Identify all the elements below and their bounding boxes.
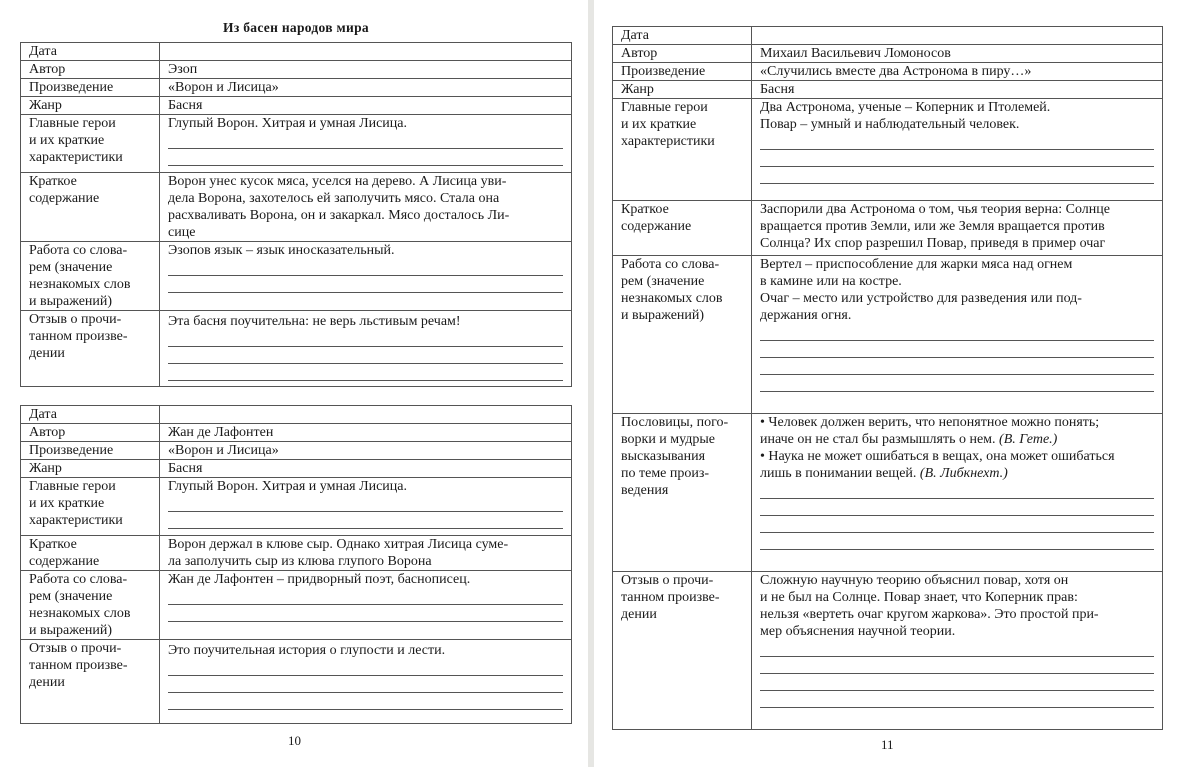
ruled-line	[168, 495, 563, 512]
ruled-line	[760, 657, 1154, 674]
review-label: Отзыв о прочи- танном произве- дении	[21, 311, 160, 387]
heroes-value[interactable]: Глупый Ворон. Хитрая и умная Лисица.	[160, 478, 572, 536]
heroes-label: Главные герои и их краткие характеристики	[21, 478, 160, 536]
heroes-label: Главные герои и их краткие характеристики	[21, 115, 160, 173]
fable-table-lafontaine	[20, 405, 572, 724]
author-label: Автор	[613, 45, 752, 63]
date-value[interactable]	[160, 43, 572, 61]
ruled-line	[760, 516, 1154, 533]
summary-value[interactable]: Ворон держал в клюве сыр. Однако хитрая Лисица суме- ла заполучить сыр из клюва глупого Ворона	[160, 536, 572, 571]
review-label: Отзыв о прочи- танном произве- дении	[21, 640, 160, 724]
vocab-label: Работа со слова- рем (значение незнакомых слов и выражений)	[21, 242, 160, 311]
genre-value[interactable]: Басня	[752, 81, 1163, 99]
date-value[interactable]	[752, 27, 1163, 45]
heroes-label: Главные герои и их краткие характеристики	[613, 99, 752, 201]
work-label: Произведение	[21, 442, 160, 460]
ruled-line	[760, 691, 1154, 708]
ruled-line	[168, 659, 563, 676]
page-heading: Из басен народов мира	[223, 20, 369, 35]
ruled-line	[760, 358, 1154, 375]
page-number: 11	[881, 737, 894, 752]
ruled-line	[168, 693, 563, 710]
genre-value[interactable]: Басня	[160, 460, 572, 478]
review-value[interactable]: Эта басня поучительна: не верь льстивым речам!	[160, 311, 572, 387]
quote-source: (В. Гете.)	[999, 432, 1058, 447]
ruled-line	[760, 375, 1154, 392]
work-value[interactable]: «Случились вместе два Астронома в пиру…»	[752, 63, 1163, 81]
author-value[interactable]: Михаил Васильевич Ломоносов	[752, 45, 1163, 63]
date-value[interactable]	[160, 406, 572, 424]
summary-label: Краткое содержание	[21, 536, 160, 571]
summary-value[interactable]: Заспорили два Астронома о том, чья теория верна: Солнце вращается против Земли, или же Земля вращается против Солнца? Их спор разрешил Повар, приведя в пример очаг	[752, 201, 1163, 256]
ruled-line	[168, 276, 563, 293]
fable-table-lomonosov	[612, 26, 1163, 730]
author-value[interactable]: Жан де Лафонтен	[160, 424, 572, 442]
ruled-line	[760, 482, 1154, 499]
vocab-label: Работа со слова- рем (значение незнакомых слов и выражений)	[21, 571, 160, 640]
ruled-line	[760, 499, 1154, 516]
ruled-line	[760, 324, 1154, 341]
summary-label: Краткое содержание	[21, 173, 160, 242]
ruled-line	[168, 512, 563, 529]
ruled-line	[168, 259, 563, 276]
ruled-line	[760, 341, 1154, 358]
genre-label: Жанр	[21, 460, 160, 478]
ruled-line	[168, 676, 563, 693]
vocab-value[interactable]: Жан де Лафонтен – придворный поэт, баснописец.	[160, 571, 572, 640]
genre-label: Жанр	[613, 81, 752, 99]
vocab-value[interactable]: Эзопов язык – язык иносказательный.	[160, 242, 572, 311]
proverbs-label: Пословицы, пого- ворки и мудрые высказывания по теме произ- ведения	[613, 414, 752, 572]
fable-table-aesop	[20, 42, 572, 387]
ruled-line	[168, 132, 563, 149]
ruled-line	[168, 364, 563, 381]
ruled-line	[760, 674, 1154, 691]
vocab-label: Работа со слова- рем (значение незнакомых слов и выражений)	[613, 256, 752, 414]
right-page	[594, 0, 1182, 767]
heroes-value[interactable]: Глупый Ворон. Хитрая и умная Лисица.	[160, 115, 572, 173]
summary-label: Краткое содержание	[613, 201, 752, 256]
summary-value[interactable]: Ворон унес кусок мяса, уселся на дерево. А Лисица уви- дела Ворона, захотелось ей заполучить мясо. Стала она расхваливать Ворона, он и закаркал. Мясо досталось Ли- сице	[160, 173, 572, 242]
work-label: Произведение	[21, 79, 160, 97]
ruled-line	[168, 588, 563, 605]
date-label: Дата	[21, 43, 160, 61]
ruled-line	[168, 330, 563, 347]
ruled-line	[168, 347, 563, 364]
ruled-line	[760, 133, 1154, 150]
ruled-line	[168, 149, 563, 166]
ruled-line	[760, 150, 1154, 167]
ruled-line	[168, 605, 563, 622]
ruled-line	[760, 167, 1154, 184]
review-value[interactable]: Сложную научную теорию объяснил повар, хотя он и не был на Солнце. Повар знает, что Коперник прав: нельзя «вертеть очаг кругом жаркова». Это простой при- мер объяснения научной теории.	[752, 572, 1163, 730]
date-label: Дата	[613, 27, 752, 45]
heroes-value[interactable]: Два Астронома, ученые – Коперник и Птолемей. Повар – умный и наблюдательный человек.	[752, 99, 1163, 201]
page-number: 10	[288, 733, 301, 748]
left-page	[0, 0, 588, 767]
vocab-value[interactable]: Вертел – приспособление для жарки мяса над огнем в камине или на костре. Очаг – место или устройство для разведения или под- держания огня.	[752, 256, 1163, 414]
author-label: Автор	[21, 424, 160, 442]
author-value[interactable]: Эзоп	[160, 61, 572, 79]
quote-source: (В. Либкнехт.)	[919, 466, 1008, 481]
ruled-line	[760, 533, 1154, 550]
work-value[interactable]: «Ворон и Лисица»	[160, 442, 572, 460]
date-label: Дата	[21, 406, 160, 424]
review-label: Отзыв о прочи- танном произве- дении	[613, 572, 752, 730]
review-value[interactable]: Это поучительная история о глупости и лести.	[160, 640, 572, 724]
genre-value[interactable]: Басня	[160, 97, 572, 115]
proverbs-value[interactable]: • Человек должен верить, что непонятное можно понять; иначе он не стал бы размышлять о нем. (В. Гете.) • Наука не может ошибаться в вещах, она может ошибаться лишь в понимании вещей. (В. Либкнехт.)	[752, 414, 1163, 572]
genre-label: Жанр	[21, 97, 160, 115]
work-label: Произведение	[613, 63, 752, 81]
work-value[interactable]: «Ворон и Лисица»	[160, 79, 572, 97]
author-label: Автор	[21, 61, 160, 79]
ruled-line	[760, 640, 1154, 657]
